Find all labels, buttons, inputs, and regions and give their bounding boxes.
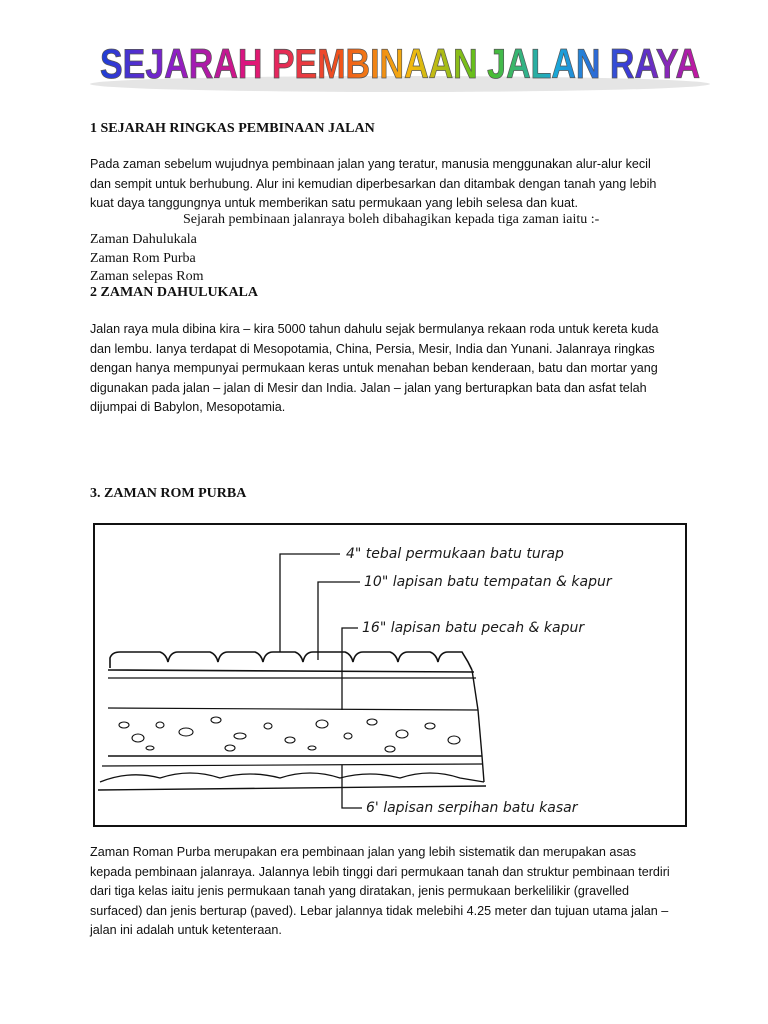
era-item: Zaman selepas Rom (90, 269, 204, 284)
section-3-line: kepada pembinaan jalanraya. Jalannya lebih tinggi dari permukaan tanah dan struktur pembinaan terdiri (90, 864, 670, 879)
coarse-base-layer (100, 773, 484, 782)
section-3-heading: 3. ZAMAN ROM PURBA (90, 486, 247, 501)
layer-line (108, 670, 474, 672)
era-item: Zaman Dahulukala (90, 232, 197, 247)
section-2-line: dijumpai di Babylon, Mesopotamia. (90, 400, 286, 414)
section-2-line: Jalan raya mula dibina kira – kira 5000 tahun dahulu sejak bermulanya rekaan roda untuk kereta kuda (90, 322, 659, 336)
era-list (90, 231, 204, 287)
section-3-line: dari tiga kelas iaitu jenis permukaan tanah yang diratakan, jenis permukaan berkelilikir (gravelled (90, 884, 630, 898)
layer-line (98, 786, 486, 790)
section-3-line: Zaman Roman Purba merupakan era pembinaan jalan yang lebih sistematik dan merupakan asas (90, 845, 637, 859)
section-1-line: kuat daya tanggungnya untuk memberikan satu permukaan yang lebih selesa dan kuat. (90, 196, 578, 210)
page-title: SEJARAH PEMBINAAN JALAN RAYA (100, 40, 700, 87)
era-item: Zaman Rom Purba (90, 250, 196, 266)
section-3-line: surfaced) dan jenis berturap (paved). Lebar jalannya tidak melebihi 4.25 meter dan tujuan utama jalan – (90, 903, 669, 918)
figure-label-surface: 4" tebal permukaan batu turap (346, 546, 564, 562)
page-title-wordart (0, 22, 768, 102)
section-2-line: dengan hanya mempunyai permukaan keras untuk menahan beban kenderaan, batu dan mortar yang (90, 361, 658, 375)
section-3-line: jalan ini adalah untuk ketenteraan. (90, 923, 282, 937)
section-2-line: digunakan pada jalan – jalan di Mesir dan India. Jalan – jalan yang berturapkan bata dan asfat telah (90, 380, 647, 395)
paving-stones-layer (110, 652, 472, 670)
section-1-heading: 1 SEJARAH RINGKAS PEMBINAAN JALAN (90, 121, 375, 136)
section-1-paragraph (90, 155, 740, 214)
section-2-line: dan lembu. Ianya terdapat di Mesopotamia, China, Persia, Mesir, India dan Yunani. Jalanraya ringkas (90, 341, 655, 356)
figure-label-coarse-base: 6' lapisan serpihan batu kasar (366, 800, 578, 816)
section-2-heading: 2 ZAMAN DAHULUKALA (90, 285, 258, 300)
section-1-line: dan sempit untuk berhubung. Alur ini kemudian diperbesarkan dan ditambak dengan tanah yang lebih (90, 176, 657, 191)
section-3-paragraph (90, 843, 740, 941)
figure-label-crushed-stone: 16" lapisan batu pecah & kapur (362, 620, 585, 636)
roman-road-cross-section-figure (90, 520, 690, 830)
section-1-intro: Sejarah pembinaan jalanraya boleh dibahagikan kepada tiga zaman iaitu :- (183, 212, 600, 227)
section-1-line: Pada zaman sebelum wujudnya pembinaan jalan yang teratur, manusia menggunakan alur-alur kecil (90, 157, 651, 171)
road-edge (472, 670, 484, 782)
leader-lines (280, 554, 362, 808)
layer-line (108, 708, 478, 710)
rubble-stones (119, 717, 460, 752)
figure-frame (94, 524, 686, 826)
layer-line (102, 764, 482, 766)
figure-label-local-stone: 10" lapisan batu tempatan & kapur (364, 574, 612, 590)
section-2-paragraph (90, 320, 740, 418)
